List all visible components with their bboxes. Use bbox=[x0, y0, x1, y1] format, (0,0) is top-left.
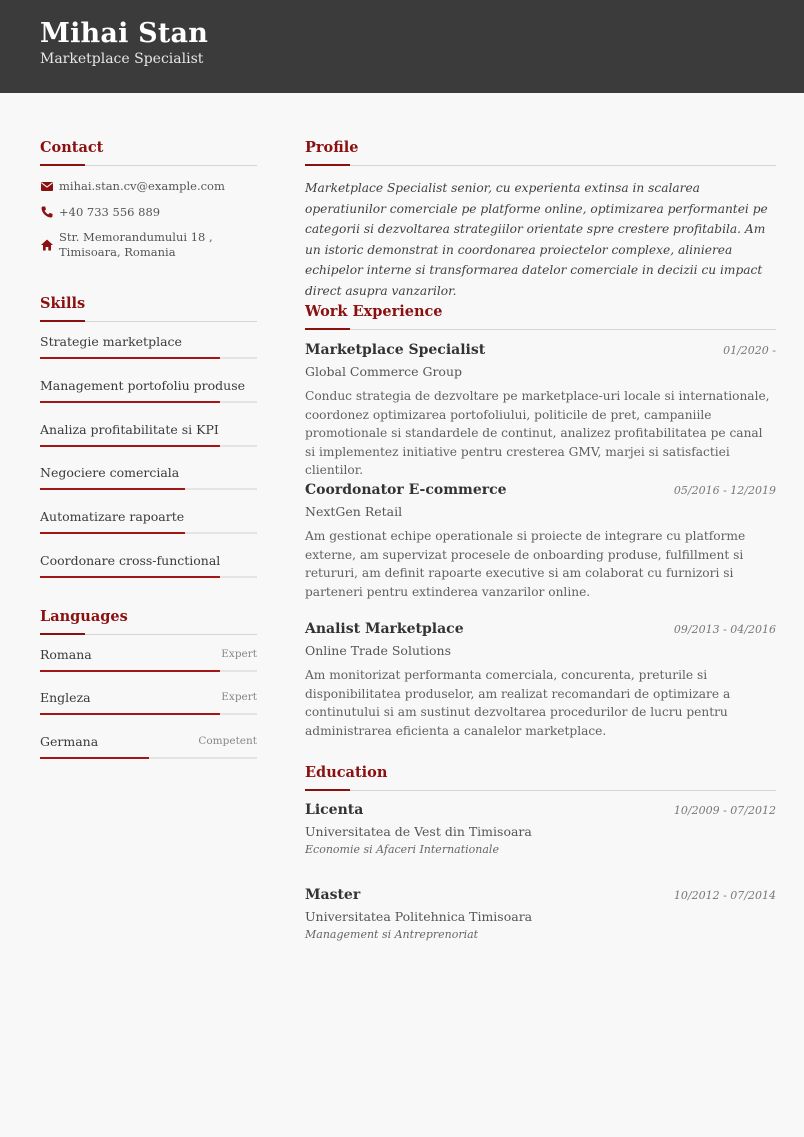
language-label: Romana bbox=[40, 647, 92, 662]
candidate-name: Mihai Stan bbox=[40, 18, 209, 49]
skill-bar-fill bbox=[40, 445, 220, 447]
education-heading: Education bbox=[305, 764, 388, 781]
language-bar-fill bbox=[40, 713, 220, 715]
language-label: Germana bbox=[40, 734, 99, 749]
education-divider bbox=[305, 790, 776, 791]
skill-bar-fill bbox=[40, 357, 220, 359]
skill-bar-fill bbox=[40, 488, 185, 490]
skill-label: Management portofoliu produse bbox=[40, 378, 246, 393]
skill-bar-fill bbox=[40, 576, 220, 578]
skill-label: Strategie marketplace bbox=[40, 334, 182, 349]
language-label: Engleza bbox=[40, 690, 91, 705]
languages-heading: Languages bbox=[40, 608, 128, 625]
education-degree: Licenta bbox=[305, 802, 364, 818]
skill-label: Automatizare rapoarte bbox=[40, 509, 185, 524]
education-field: Economie si Afaceri Internationale bbox=[305, 843, 499, 856]
contact-email-text: mihai.stan.cv@example.com bbox=[59, 179, 225, 193]
skill-label: Analiza profitabilitate si KPI bbox=[40, 422, 219, 437]
job-dates: 05/2016 - 12/2019 bbox=[673, 484, 776, 497]
skills-heading: Skills bbox=[40, 295, 86, 312]
experience-divider bbox=[305, 329, 776, 330]
language-bar bbox=[40, 757, 257, 759]
profile-heading: Profile bbox=[305, 139, 359, 156]
education-field: Management si Antreprenoriat bbox=[305, 928, 479, 941]
education-dates: 10/2009 - 07/2012 bbox=[673, 804, 776, 817]
skill-bar bbox=[40, 401, 257, 403]
language-bar bbox=[40, 713, 257, 715]
skill-bar bbox=[40, 445, 257, 447]
language-bar bbox=[40, 670, 257, 672]
experience-heading: Work Experience bbox=[305, 303, 443, 320]
skill-bar bbox=[40, 488, 257, 490]
skill-bar-fill bbox=[40, 532, 185, 534]
skill-bar bbox=[40, 576, 257, 578]
job-title: Marketplace Specialist bbox=[305, 342, 486, 358]
contact-heading: Contact bbox=[40, 139, 104, 156]
skill-bar bbox=[40, 532, 257, 534]
languages-divider bbox=[40, 634, 257, 635]
contact-address-line1: Str. Memorandumului 18 , bbox=[59, 230, 213, 244]
education-degree: Master bbox=[305, 887, 361, 903]
skill-label: Negociere comerciala bbox=[40, 465, 180, 480]
home-icon bbox=[40, 238, 54, 252]
job-description: Am gestionat echipe operationale si proiecte de integrare cu platforme externe, am supervizat procesele de onboarding produse, fulfillment si retururi, am definit rapoarte executive si am colaborat cu furnizori si parteneri pentru extinderea vanzarilor online. bbox=[305, 529, 746, 599]
skill-bar bbox=[40, 357, 257, 359]
profile-divider bbox=[305, 165, 776, 166]
phone-icon bbox=[40, 205, 54, 219]
job-description: Am monitorizat performanta comerciala, concurenta, preturile si disponibilitatea produselor, am realizat recomandari de optimizare a continutului si am sustinut dezvoltarea procedurilor de lucru pentru administrarea eficienta a canalelor marketplace. bbox=[305, 668, 731, 738]
job-title: Analist Marketplace bbox=[305, 621, 464, 637]
job-title: Coordonator E-commerce bbox=[305, 482, 507, 498]
candidate-role: Marketplace Specialist bbox=[40, 51, 204, 67]
education-school: Universitatea Politehnica Timisoara bbox=[305, 909, 533, 924]
job-company: Online Trade Solutions bbox=[305, 643, 452, 658]
profile-summary: Marketplace Specialist senior, cu experienta extinsa in scalarea operatiunilor comerciale pe platforme online, optimizarea performantei pe categorii si dezvoltarea strategiilor orientate spre crestere profitabila. Am un istoric demonstrat in coordonarea proiectelor complexe, alinierea echipelor interne si transformarea datelor comerciale in decizii cu impact direct asupra vanzarilor. bbox=[305, 181, 768, 298]
contact-phone-text: +40 733 556 889 bbox=[59, 205, 161, 219]
contact-divider bbox=[40, 165, 257, 166]
resume-header bbox=[0, 0, 804, 93]
language-level: Competent bbox=[198, 735, 257, 747]
skill-bar-fill bbox=[40, 401, 220, 403]
contact-address-line2: Timisoara, Romania bbox=[59, 245, 176, 259]
job-dates: 09/2013 - 04/2016 bbox=[673, 623, 776, 636]
job-description: Conduc strategia de dezvoltare pe marketplace-uri locale si internationale, coordonez optimizarea portofoliului, politicile de pret, campaniile promotionale si standardele de continut, analizez profitabilitatea pe canal si implementez initiative pentru cresterea GMV, marjei si satisfactiei clientilor. bbox=[305, 389, 770, 478]
job-dates: 01/2020 - bbox=[723, 344, 776, 357]
envelope-icon bbox=[40, 179, 54, 193]
education-school: Universitatea de Vest din Timisoara bbox=[305, 824, 532, 839]
language-bar-fill bbox=[40, 670, 220, 672]
language-level: Expert bbox=[221, 691, 257, 703]
skill-label: Coordonare cross-functional bbox=[40, 553, 221, 568]
job-company: NextGen Retail bbox=[305, 504, 403, 519]
language-level: Expert bbox=[221, 648, 257, 660]
language-bar-fill bbox=[40, 757, 149, 759]
job-company: Global Commerce Group bbox=[305, 364, 463, 379]
education-dates: 10/2012 - 07/2014 bbox=[673, 889, 776, 902]
skills-divider bbox=[40, 321, 257, 322]
